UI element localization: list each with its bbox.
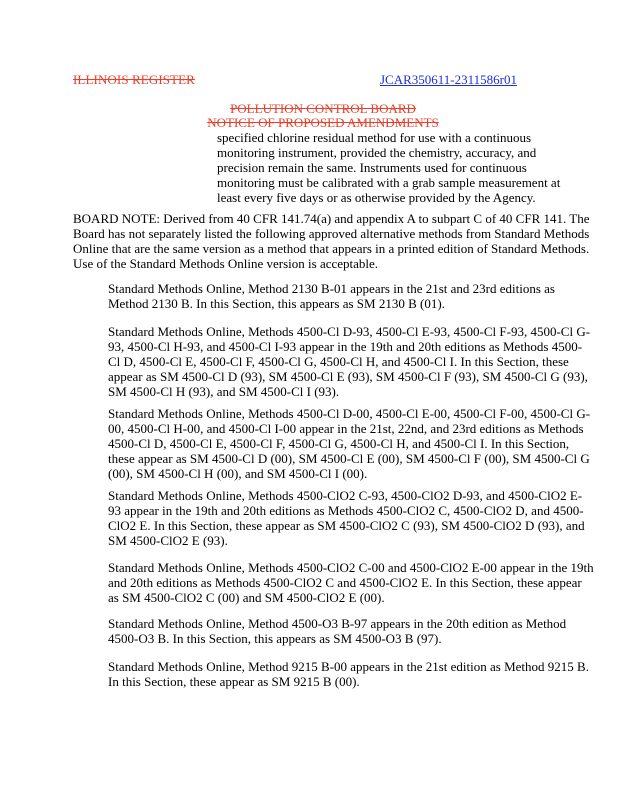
- method-paragraph-4500cl-00: Standard Methods Online, Methods 4500-Cl D-00, 4500-Cl E-00, 4500-Cl F-00, 4500-Cl G-00, 4500-Cl H-00, and 4500-Cl I-00 appear in the 21st, 22nd, and 23rd editions as Methods 4500-Cl D, 4500-Cl E, 4500-Cl F, 4500-Cl G, 4500-Cl H, and 4500-Cl I. In this Section, these appear as SM 4500-Cl D (00), SM 4500-Cl E (00), SM 4500-Cl F (00), SM 4500-Cl G (00), SM 4500-Cl H (00), and SM 4500-Cl I (00).: [108, 406, 591, 481]
- continuation-paragraph: specified chlorine residual method for use with a continuous monitoring instrument, provided the chemistry, accuracy, and precision remain the same. Instruments used for continuous monitoring must be calibrated with a grab sample measurement at least every five days or as otherwise provided by the Agency.: [217, 130, 561, 205]
- method-paragraph-4500clo2-93: Standard Methods Online, Methods 4500-ClO2 C-93, 4500-ClO2 D-93, and 4500-ClO2 E-93 appear in the 19th and 20th editions as Methods 4500-ClO2 C, 4500-ClO2 D, and 4500-ClO2 E. In this Section, these appear as SM 4500-ClO2 C (93), SM 4500-ClO2 D (93), and SM 4500-ClO2 E (93).: [108, 488, 585, 548]
- method-paragraph-9215b: Standard Methods Online, Method 9215 B-00 appears in the 21st edition as Method 9215 B. In this Section, these appear as SM 9215 B (00).: [108, 659, 589, 689]
- board-note: BOARD NOTE: Derived from 40 CFR 141.74(a) and appendix A to subpart C of 40 CFR 141. The Board has not separately listed the following approved alternative methods from Standard Methods Online that are the same version as a method that appears in a printed edition of Standard Methods. Use of the Standard Methods Online version is acceptable.: [73, 211, 590, 271]
- register-title: ILLINOIS REGISTER: [73, 72, 195, 87]
- method-paragraph-4500cl-93: Standard Methods Online, Methods 4500-Cl D-93, 4500-Cl E-93, 4500-Cl F-93, 4500-Cl G-93, 4500-Cl H-93, and 4500-Cl I-93 appear in the 19th and 20th editions as Methods 4500-Cl D, 4500-Cl E, 4500-Cl F, 4500-Cl G, 4500-Cl H, and 4500-Cl I. In this Section, these appear as SM 4500-Cl D (93), SM 4500-Cl E (93), SM 4500-Cl F (93), SM 4500-Cl G (93), SM 4500-Cl H (93), and SM 4500-Cl I (93).: [108, 324, 591, 399]
- notice-subheading: NOTICE OF PROPOSED AMENDMENTS: [207, 115, 439, 130]
- method-paragraph-4500o3b: Standard Methods Online, Method 4500-O3 B-97 appears in the 20th edition as Method 4500-O3 B. In this Section, this appears as SM 4500-O3 B (97).: [108, 616, 567, 646]
- board-subheading: POLLUTION CONTROL BOARD: [230, 101, 416, 116]
- method-paragraph-4500clo2-00: Standard Methods Online, Methods 4500-ClO2 C-00 and 4500-ClO2 E-00 appear in the 19th and 20th editions as Methods 4500-ClO2 C and 4500-ClO2 E. In this Section, these appear as SM 4500-ClO2 C (00) and SM 4500-ClO2 E (00).: [108, 560, 594, 605]
- document-id-link[interactable]: JCAR350611-2311586r01: [380, 72, 517, 87]
- method-paragraph-2130b: Standard Methods Online, Method 2130 B-01 appears in the 21st and 23rd editions as Method 2130 B. In this Section, this appears as SM 2130 B (01).: [108, 281, 555, 311]
